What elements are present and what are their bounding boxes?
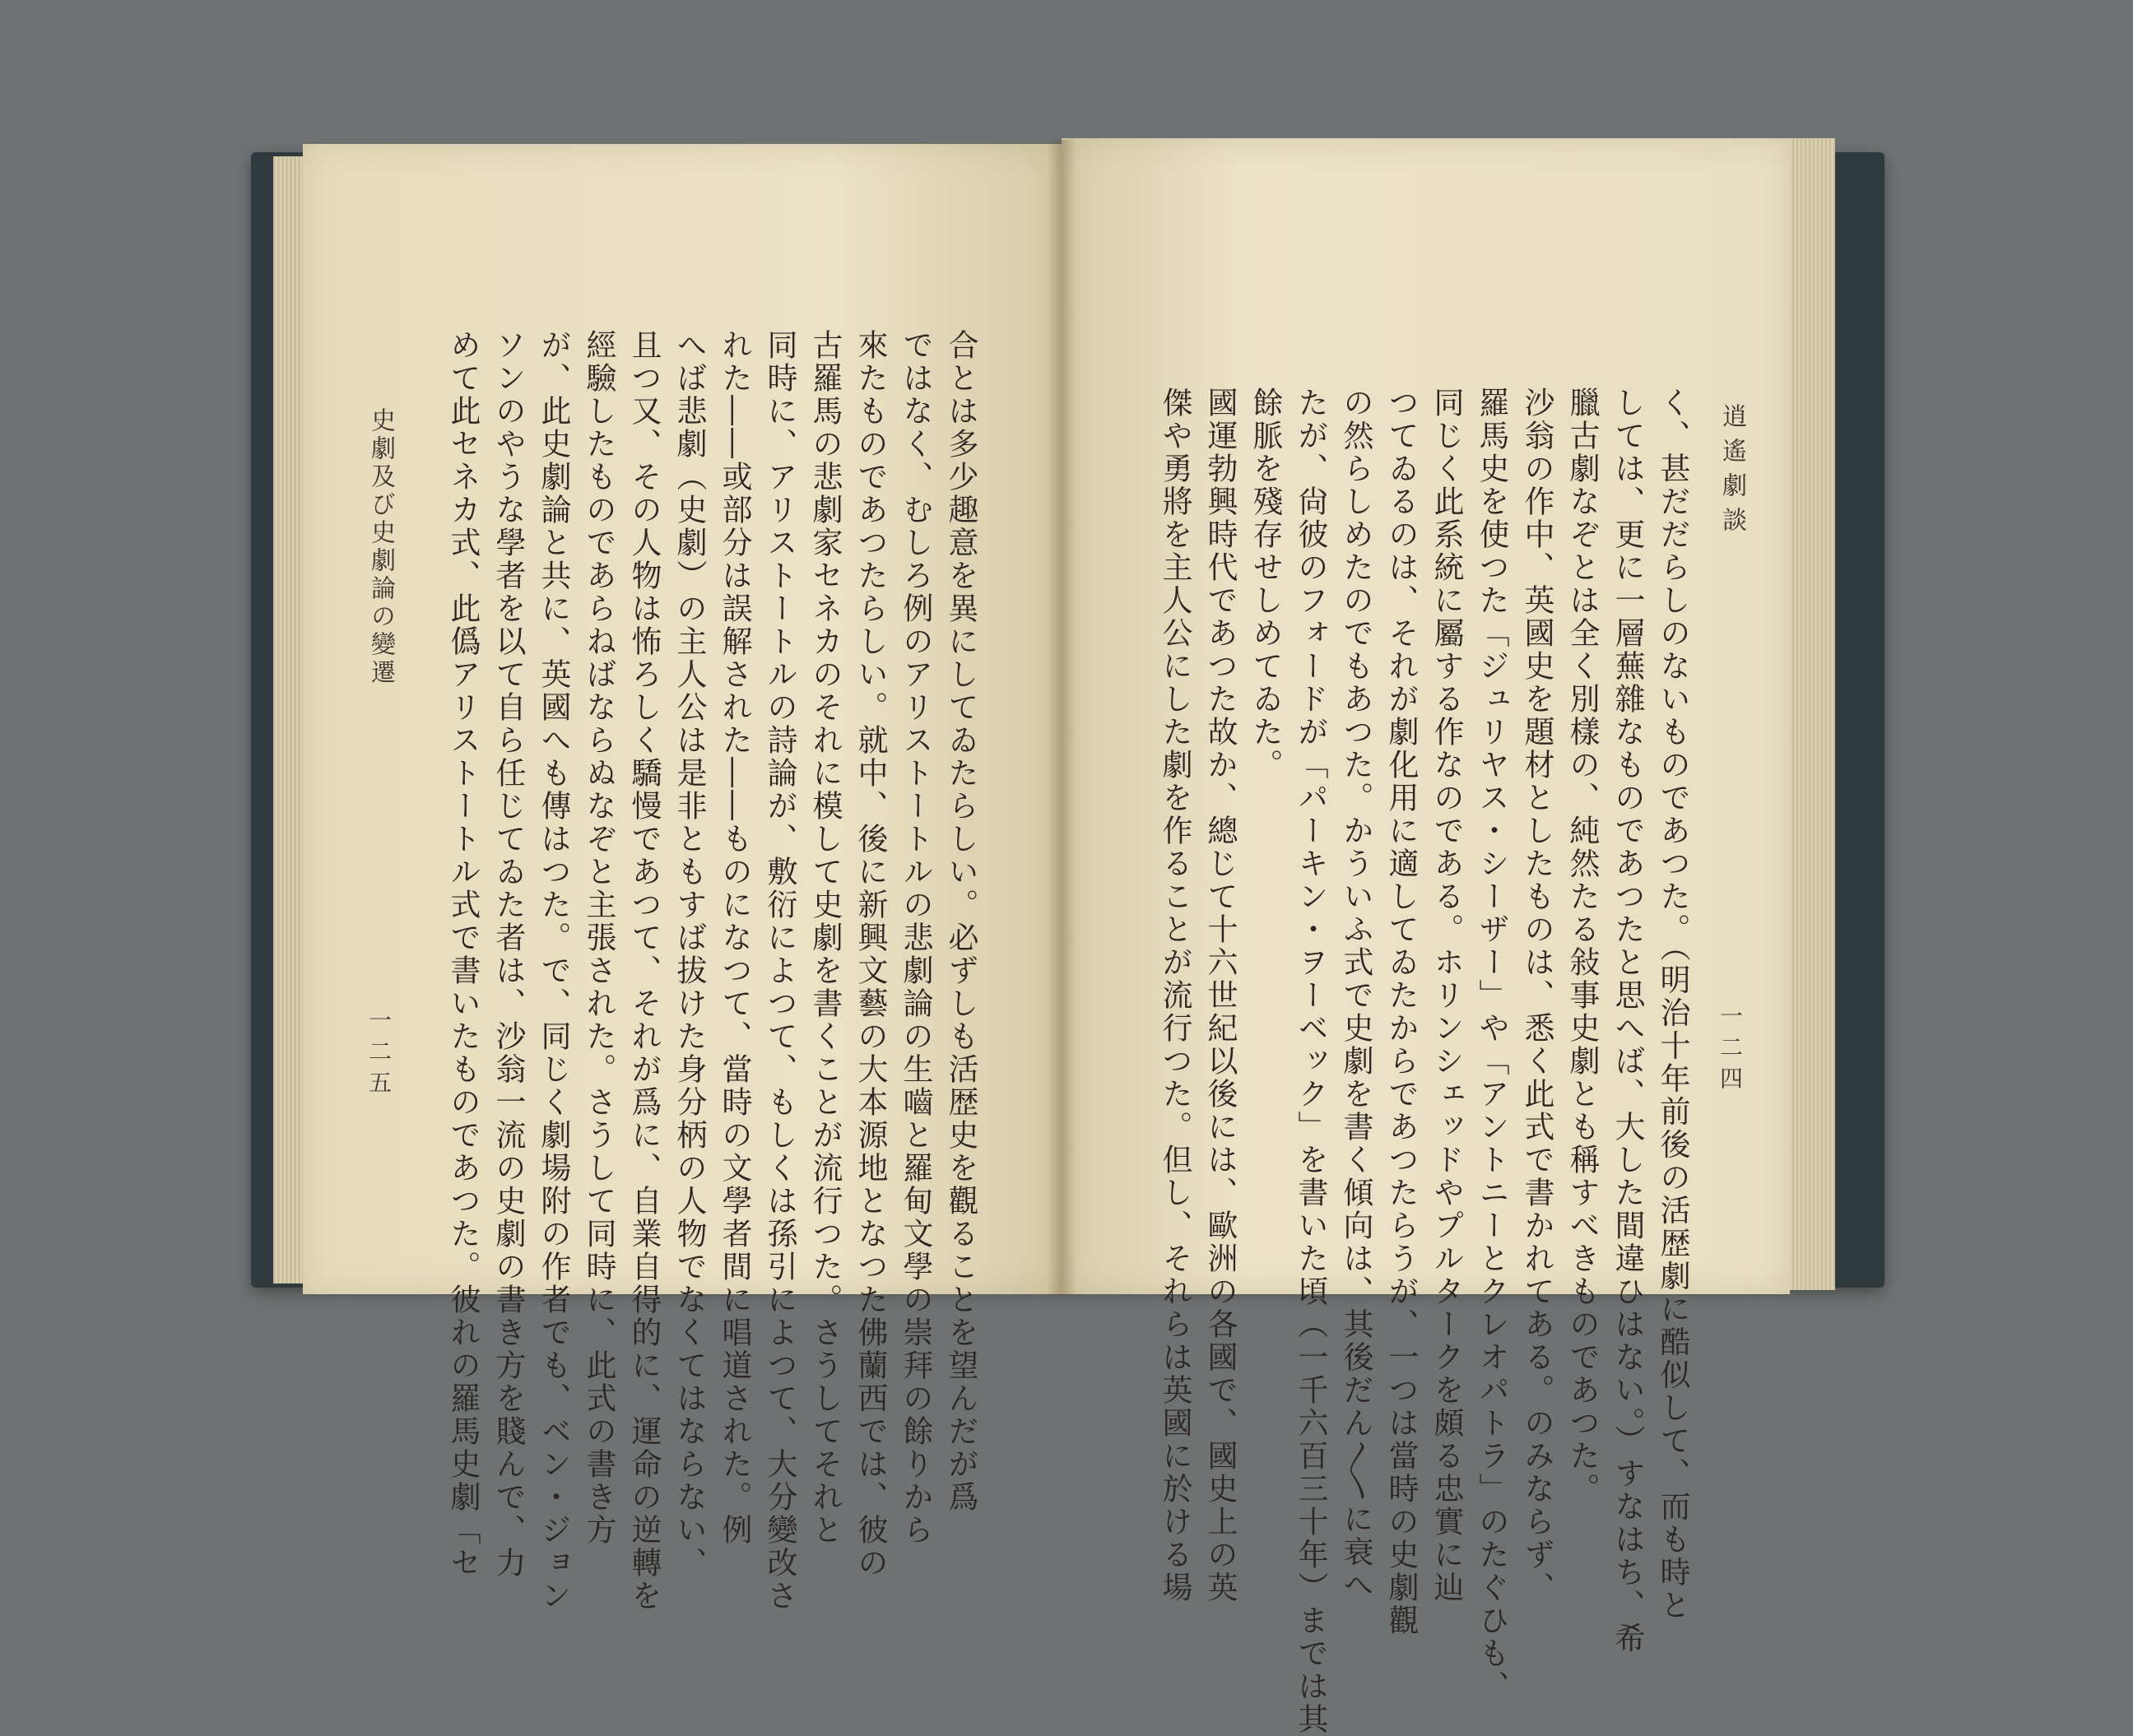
text-line: 羅馬史を使つた「ジュリヤス・シーザー」や「アントニーとクレオパトラ」のたぐひも、	[1474, 387, 1509, 1703]
running-head-right: 逍遙劇談	[1717, 403, 1746, 541]
text-line: 古羅馬の悲劇家セネカのそれに模して史劇を書くことが流行つた。さうしてそれと	[807, 329, 843, 1547]
text-line: 同じく此系統に屬する作なのである。ホリンシェッドやプルタークを頗る忠實に辿	[1429, 387, 1464, 1604]
text-line: ソンのやうな學者を以て自ら任じてゐた者は、沙翁一流の史劇の書き方を賤んで、力	[490, 329, 526, 1580]
page-number-left: 一二五	[365, 1008, 393, 1102]
text-line: の然らしめたのでもあつた。かういふ式で史劇を書く傾向は、其後だん〳〵に衰へ	[1338, 387, 1373, 1602]
text-line: しては、更に一層蕪雜なものであつたと思へば、大した間違ひはない。）すなはち、希	[1610, 387, 1645, 1655]
text-line: く、甚だだらしのないものであつた。（明治十年前後の活歴劇に酷似して、而も時と	[1655, 387, 1690, 1622]
text-line: 同時に、アリストートルの詩論が、敷衍によつて、もしくは孫引によつて、大分變改さ	[762, 329, 797, 1613]
book-gutter	[1047, 140, 1076, 1296]
text-line: めて此セネカ式、此僞アリストートル式で書いたものであつた。彼れの羅馬史劇「セ	[445, 329, 481, 1580]
running-head-left: 史劇及び史劇論の變遷	[366, 407, 395, 687]
text-line: つてゐるのは、それが劇化用に適してゐたからであつたらうが、一つは當時の史劇觀	[1383, 387, 1419, 1637]
right-page-text	[1123, 387, 1695, 1736]
left-page-text	[387, 329, 983, 1613]
text-line: 臘古劇なぞとは全く別樣の、純然たる敍事史劇とも稱すべきものであつた。	[1564, 387, 1600, 1506]
page-edges-left	[273, 156, 306, 1283]
text-line: 經驗したものであらねばならぬなぞと主張された。さうして同時に、此式の書き方	[581, 329, 616, 1547]
text-line: 來たものであつたらしい。就中、後に新興文藝の大本源地となつた佛蘭西では、彼の	[853, 329, 888, 1580]
text-line: へば悲劇（史劇）の主人公は是非ともすば拔けた身分柄の人物でなくてはならない、	[672, 329, 707, 1580]
text-line: たが、尙彼のフォードが「パーキン・ヲーベック」を書いた頃（一千六百三十年）までは其	[1293, 387, 1328, 1736]
text-line: が、此史劇論と共に、英國へも傳はつた。で、同じく劇場附の作者でも、ベン・ジョン	[536, 329, 571, 1613]
text-line: 餘脈を殘存せしめてゐた。	[1248, 387, 1283, 782]
text-line: 傑や勇將を主人公にした劇を作ることが流行つた。但し、それらは英國に於ける場	[1157, 387, 1192, 1604]
text-line: れた――或部分は誤解された――ものになつて、當時の文學者間に唱道された。例	[717, 329, 752, 1547]
page-number-right: 一二四	[1717, 1004, 1744, 1098]
text-line: 且つ又、その人物は怖ろしく驕慢であつて、それが爲に、自業自得的に、運命の逆轉を	[626, 329, 662, 1613]
text-line: ではなく、むしろ例のアリストートルの悲劇論の生嚙と羅甸文學の崇拜の餘りから	[898, 329, 933, 1547]
text-line: 國運勃興時代であつた故か、總じて十六世紀以後には、歐洲の各國で、國史上の英	[1202, 387, 1238, 1604]
text-line: 合とは多少趣意を異にしてゐたらしい。必ずしも活歴史を觀ることを望んだが爲	[943, 329, 978, 1514]
text-line: 沙翁の作中、英國史を題材としたものは、悉く此式で書かれてある。のみならず、	[1519, 387, 1554, 1604]
